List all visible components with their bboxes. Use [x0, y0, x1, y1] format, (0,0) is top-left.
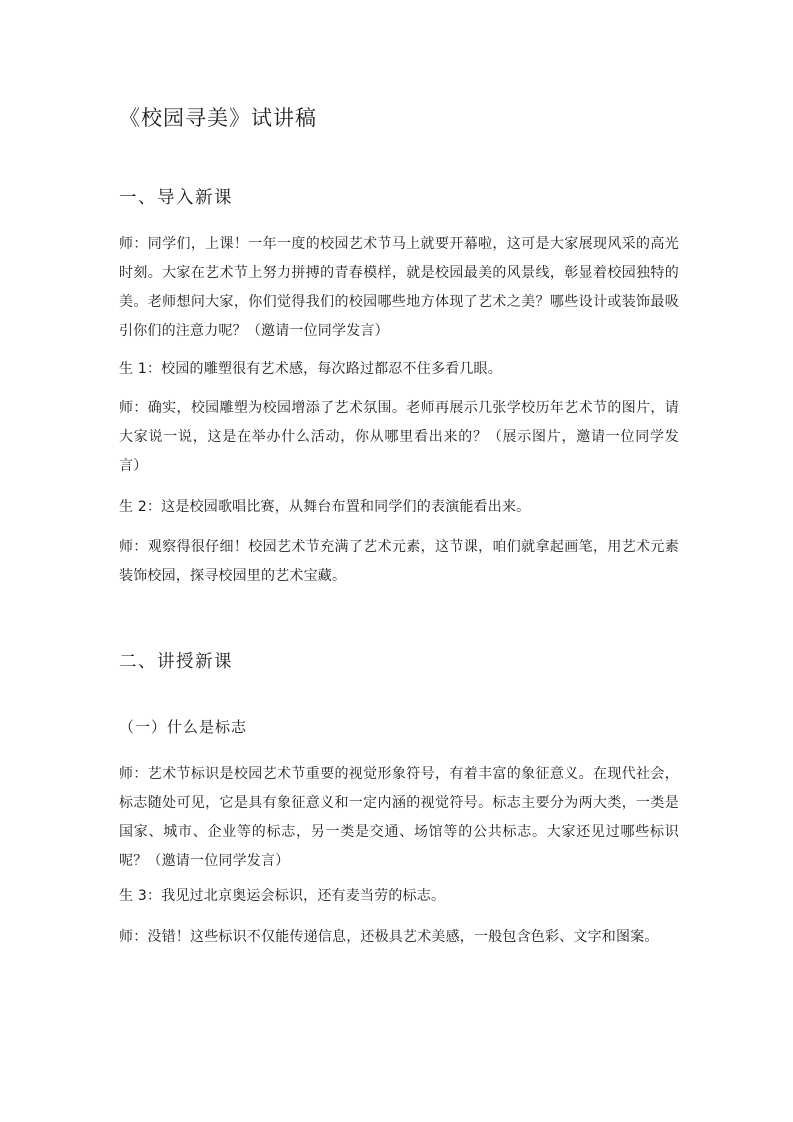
- student-paragraph: 生 1：校园的雕塑很有艺术感，每次路过都忍不住多看几眼。: [119, 361, 502, 377]
- subsection-heading: （一）什么是标志: [119, 718, 248, 736]
- teacher-paragraph: 师：确实，校园雕塑为校园增添了艺术氛围。老师再展示几张学校历年艺术节的图片，请大家说一说，这是在举办什么活动，你从哪里看出来的？（展示图片，邀请一位同学发言）: [119, 400, 679, 474]
- section-heading-lecture: 二、讲授新课: [119, 652, 233, 672]
- student-paragraph: 生 2：这是校园歌唱比赛，从舞台布置和同学们的表演能看出来。: [119, 499, 531, 515]
- document-title: 《校园寻美》试讲稿: [119, 106, 317, 130]
- teacher-paragraph: 师：观察得很仔细！校园艺术节充满了艺术元素，这节课，咱们就拿起画笔，用艺术元素装饰校园，探寻校园里的艺术宝藏。: [119, 539, 679, 584]
- teacher-paragraph: 师：没错！这些标识不仅能传递信息，还极具艺术美感，一般包含色彩、文字和图案。: [119, 929, 659, 945]
- section-heading-intro: 一、导入新课: [119, 188, 233, 208]
- student-paragraph: 生 3：我见过北京奥运会标识，还有麦当劳的标志。: [119, 888, 446, 904]
- teacher-paragraph: 师：同学们，上课！一年一度的校园艺术节马上就要开幕啦，这可是大家展现风采的高光时刻。大家在艺术节上努力拼搏的青春模样，就是校园最美的风景线，彰显着校园独特的美。老师想问大家，你们觉得我们的校园哪些地方体现了艺术之美？哪些设计或装饰最吸引你们的注意力呢？（邀请一位同学发言）: [119, 236, 679, 339]
- teacher-paragraph: 师：艺术节标识是校园艺术节重要的视觉形象符号，有着丰富的象征意义。在现代社会，标志随处可见，它是具有象征意义和一定内涵的视觉符号。标志主要分为两大类，一类是国家、城市、企业等的标志，另一类是交通、场馆等的公共标志。大家还见过哪些标识呢？（邀请一位同学发言）: [119, 766, 679, 869]
